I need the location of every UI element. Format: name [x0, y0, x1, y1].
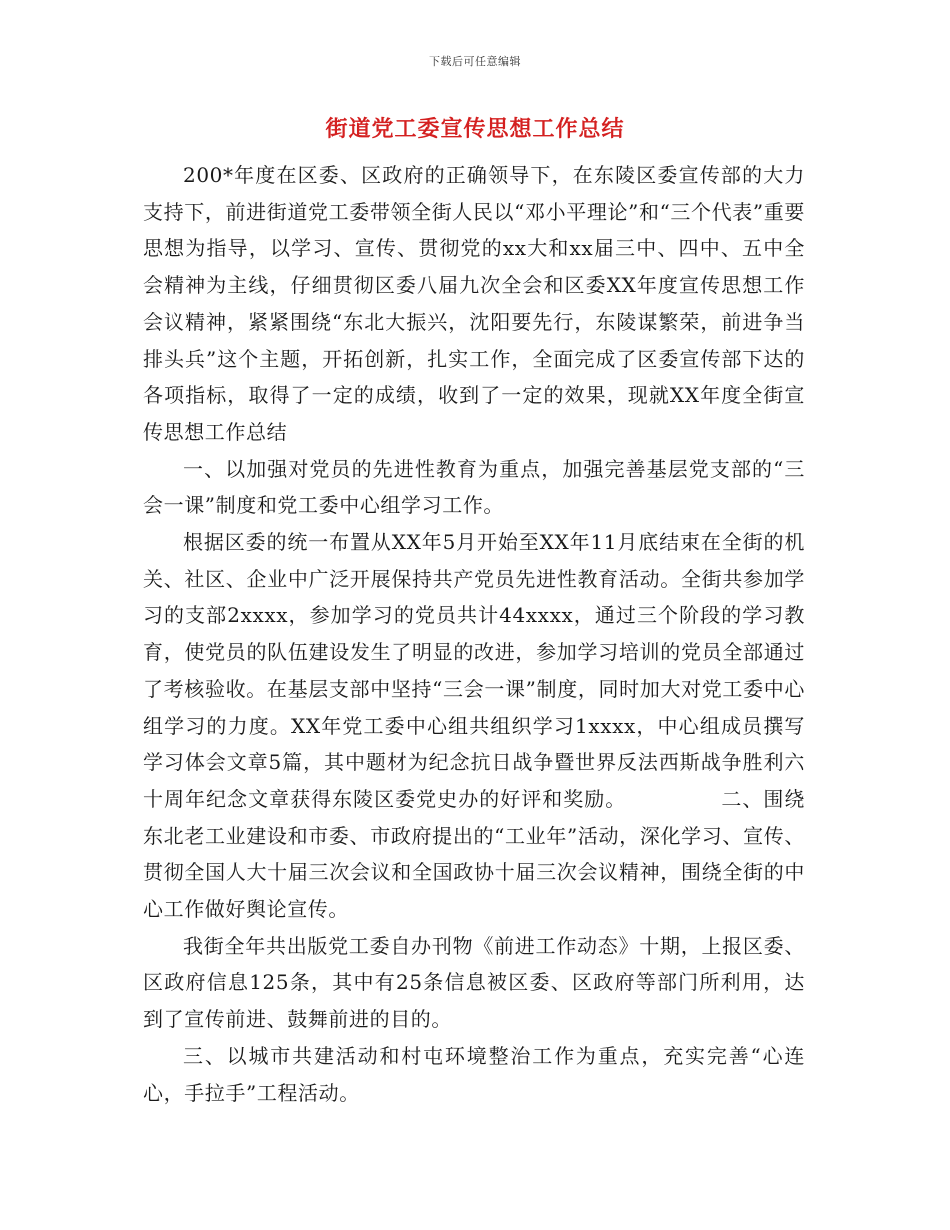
header-note: 下载后可任意编辑	[429, 55, 521, 68]
document-body	[143, 157, 805, 1111]
paragraph-publications: 我街全年共出版党工委自办刊物《前进工作动态》十期，上报区委、区政府信息125条，其中有25条信息被区委、区政府等部门所利用，达到了宣传前进、鼓舞前进的目的。	[143, 933, 805, 1032]
document-title: 街道党工委宣传思想工作总结	[325, 117, 625, 142]
paragraph-intro: 200*年度在区委、区政府的正确领导下，在东陵区委宣传部的大力支持下，前进街道党工委带领全街人民以“邓小平理论”和“三个代表”重要思想为指导，以学习、宣传、贯彻党的xx大和xx届三中、四中、五中全会精神为主线，仔细贯彻区委八届九次全会和区委XX年度宣传思想工作会议精神，紧紧围绕“东北大振兴，沈阳要先行，东陵谋繁荣，前进争当排头兵”这个主题，开拓创新，扎实工作，全面完成了区委宣传部下达的各项指标，取得了一定的成绩，收到了一定的效果，现就XX年度全街宣传思想工作总结	[143, 163, 805, 444]
paragraph-section-three-heading: 三、以城市共建活动和村屯环境整治工作为重点，充实完善“心连心，手拉手”工程活动。	[143, 1043, 805, 1105]
paragraph-section-one-body: 根据区委的统一布置从XX年5月开始至XX年11月底结束在全街的机关、社区、企业中广泛开展保持共产党员先进性教育活动。全街共参加学习的支部2xxxx，参加学习的党员共计44xxxx，通过三个阶段的学习教育，使党员的队伍建设发生了明显的改进，参加学习培训的党员全部通过了考核验收。在基层支部中坚持“三会一课”制度，同时加大对党工委中心组学习的力度。XX年党工委中心组共组织学习1xxxx，中心组成员撰写学习体会文章5篇，其中题材为纪念抗日战争暨世界反法西斯战争胜利六十周年纪念文章获得东陵区委党史办的好评和奖励。 二、围绕东北老工业建设和市委、市政府提出的“工业年”活动，深化学习、宣传、贯彻全国人大十届三次会议和全国政协十届三次会议精神，围绕全街的中心工作做好舆论宣传。	[143, 530, 805, 922]
paragraph-section-one-heading: 一、以加强对党员的先进性教育为重点，加强完善基层党支部的“三会一课”制度和党工委中心组学习工作。	[143, 456, 805, 518]
